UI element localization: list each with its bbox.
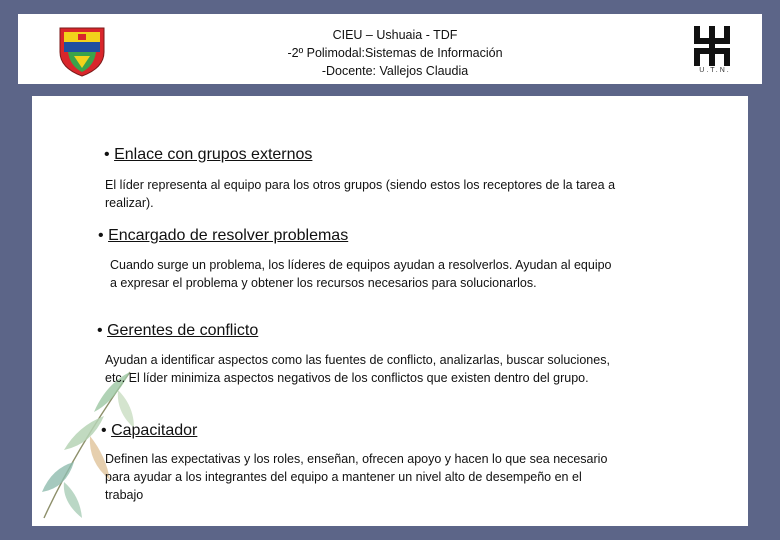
bullet-capacitador: [101, 421, 197, 441]
header-bar: [18, 14, 762, 84]
bullet-title-capacitador: Capacitador: [111, 422, 198, 439]
paragraph-line: para ayudar a los integrantes del equipo a mantener un nivel alto de desempeño en el: [105, 470, 582, 484]
paragraph-enlace: [105, 176, 615, 212]
bullet-encargado: [98, 226, 348, 246]
header-line-course: -2º Polimodal:Sistemas de Información: [287, 46, 503, 60]
bullet-mark: •: [97, 322, 103, 339]
bullet-title-gerentes: Gerentes de conflicto: [107, 322, 259, 339]
bullet-mark: •: [101, 422, 107, 439]
paragraph-encargado: [110, 256, 612, 292]
bullet-title-enlace: Enlace con grupos externos: [114, 146, 313, 163]
bullet-gerentes: [97, 321, 258, 341]
paragraph-capacitador: [105, 450, 607, 504]
utn-logo-caption: U.T.N.: [699, 67, 731, 74]
bullet-title-encargado: Encargado de resolver problemas: [108, 227, 349, 244]
bullet-mark: •: [98, 227, 104, 244]
header-text: [218, 26, 572, 80]
paragraph-line: etc. El líder minimiza aspectos negativos de los conflictos que existen dentro del grupo.: [105, 371, 589, 385]
paragraph-line: trabajo: [105, 488, 144, 502]
paragraph-line: Ayudan a identificar aspectos como las fuentes de conflicto, analizarlas, buscar soluciones,: [105, 353, 610, 367]
paragraph-line: Cuando surge un problema, los líderes de equipos ayudan a resolverlos. Ayudan al equipo: [110, 258, 612, 272]
header-line-teacher: -Docente: Vallejos Claudia: [321, 64, 469, 78]
paragraph-gerentes: [105, 351, 610, 387]
paragraph-line: a expresar el problema y obtener los recursos necesarios para solucionarlos.: [110, 276, 537, 290]
bullet-mark: •: [104, 146, 110, 163]
paragraph-line: El líder representa al equipo para los otros grupos (siendo estos los receptores de la tarea a: [105, 178, 616, 192]
bullet-enlace: [104, 145, 312, 165]
header-line-institution: CIEU – Ushuaia - TDF: [332, 28, 458, 42]
content-area: [32, 96, 748, 526]
cieu-shield-logo: [54, 22, 110, 78]
paragraph-line: realizar).: [105, 196, 154, 210]
paragraph-line: Definen las expectativas y los roles, enseñan, ofrecen apoyo y hacen lo que sea necesario: [105, 452, 608, 466]
